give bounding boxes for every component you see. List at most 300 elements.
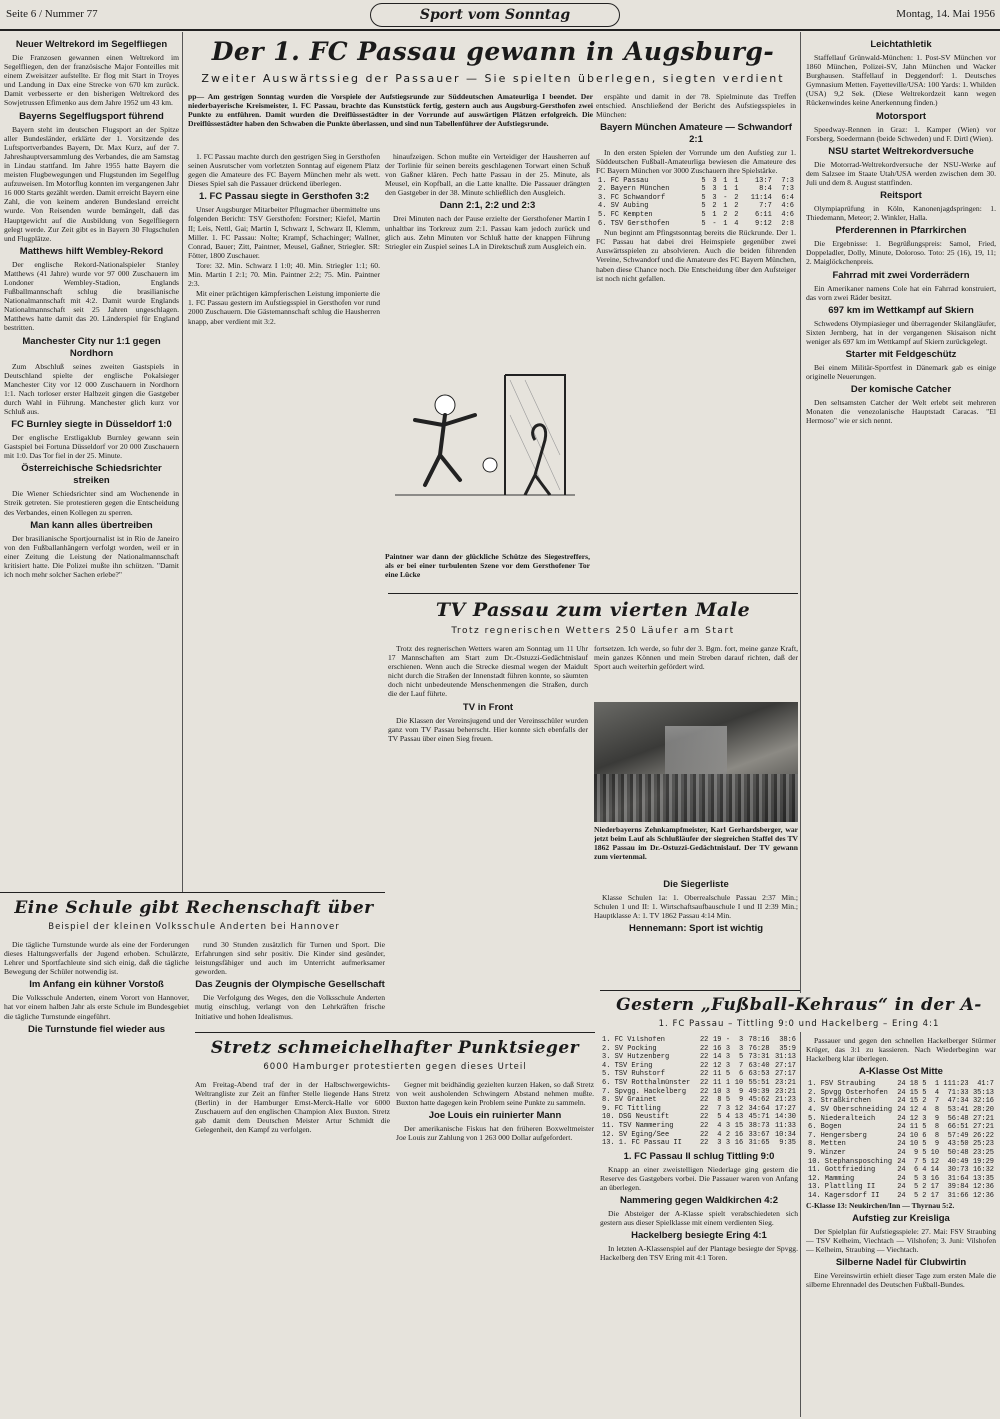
table-row (600, 1131, 798, 1140)
stat-cell: 10 (713, 1087, 722, 1096)
main-c3-outlook: Nun beginnt am Pfingstsonntag bereits die Rückrunde. Der 1. FC Passau hat dabei drei Heimspiele gegenüber zwei Auswärtsspielen zu absolvieren. Auch die beiden führenden Vereine, Schwandorf und die Amateure des FC Bayern München, haben diese Chance noch. Die Entscheidung über den Aufsteiger ist noch nicht gefallen. (596, 228, 796, 283)
stat-cell: 45:62 (748, 1096, 770, 1105)
stat-cell: 28:20 (972, 1106, 994, 1115)
stat-cell: 1 (723, 202, 728, 211)
stat-cell: 7:7 (759, 202, 772, 211)
stat-cell: 5 (922, 1157, 927, 1166)
main-c1: 1. FC Passau machte durch den gestrigen Sieg in Gersthofen seinen Ausrutscher vom vorletzten Sonntag auf eigenem Platz gegen die Amateure des FC Bayern München mehr als wett. Dieses Spiel sah die Passauer drückend überlegen. (188, 152, 380, 189)
kehraus-text-3: In letzten A-Klassenspiel auf der Plantage besiegte der Spvgg. Hackelberg den TSV Ering mit 4:1 Toren. (600, 1244, 798, 1263)
stat-cell: 31:13 (774, 1053, 796, 1062)
tv-column-2 (594, 876, 798, 986)
stat-cell: 41:7 (977, 1080, 994, 1089)
table-row (596, 202, 796, 211)
left-heading-6: Österreichische Schiedsrichter streiken (21, 463, 162, 487)
right-heading-5: Pferderennen in Pfarrkirchen (835, 225, 967, 237)
stat-cell: 14 (713, 1053, 722, 1062)
main-c2: hinaufzeigen. Schon mußte ein Verteidiger der Hausherren auf der Torlinie für seinen bereits geschlagenen Torwart einen Schuß von Gaßner klären. Pech hatte Passau in der 25. Minute, als Meusel, ein Kopfball, an die Latte knallte. Die Passauer drängten den Gastgeber in der 38. Minute schließlich den Ausgleich. (385, 152, 590, 198)
stat-cell: 8 (934, 1123, 940, 1132)
team-name: 14. Kagersdorf II (808, 1192, 880, 1200)
right-divider (800, 32, 801, 1417)
stat-cell: 24 (897, 1157, 906, 1166)
stat-cell: 73:31 (748, 1053, 770, 1062)
stat-cell: 27:17 (774, 1070, 796, 1079)
kehraus-text-2: Die Absteiger der A-Klasse spielt verabschiedeten sich gestern aus dieser Spielklasse mit einem verdienten Sieg. (600, 1209, 798, 1228)
table-row (806, 1132, 996, 1141)
team-name: 7. Spvgg. Hackelberg (602, 1087, 687, 1096)
right-text-3: Die Motorrad-Weltrekordversuche der NSU-Werke auf dem Salzsee im Staate Utah/USA werden zwischen dem 30. Juli und dem 8. August stattfinden. (806, 159, 996, 187)
stat-cell: 4 (725, 1113, 731, 1122)
stat-cell: 35:9 (779, 1044, 796, 1053)
stat-cell: 9 (934, 1114, 940, 1123)
stat-cell: 7 (738, 1061, 744, 1070)
school-c2: rund 30 Stunden zusätzlich für Turnen und Sport. Die Erfahrungen sind sehr positiv. Die Kinder sind gesünder, leistungsfähiger und auch im Unterricht aufmerksamer geworden. (195, 940, 385, 977)
right-text-4: Olympiaprüfung in Köln, Kanonenjagdspringen: 1. Thiedemann, Meteor; 2. Winkler, Halla. (806, 204, 996, 223)
table-row (806, 1089, 996, 1098)
stat-cell: 22 (699, 1113, 709, 1122)
stat-cell: 10 (734, 1078, 744, 1087)
stat-cell: 1 (725, 1078, 731, 1087)
tv-headline: TV Passau zum vierten Male (435, 599, 751, 621)
main-c3-heading: Bayern München Amateure — Schwandorf 2:1 (600, 122, 792, 146)
stat-cell: 11:14 (750, 193, 772, 202)
stat-cell: 5 (701, 219, 706, 228)
main-c2-text: Drei Minuten nach der Pause erzielte der Gersthofener Martin I unhaltbar ins Torkreuz zum 2:1. Passau kam jedoch zurück und glich aus. Zehn Minuten vor Schluß hatte der knappen Führung Striegler ein Zuspiel seines LA in Direktschuß zum Ausgleich ein. (385, 214, 590, 251)
cartoon-drawing (385, 345, 590, 550)
stat-cell: 12 (909, 1114, 919, 1123)
right-heading-9: Der komische Catcher (850, 384, 952, 396)
stat-cell: 13:7 (754, 176, 772, 185)
main-column-2 (385, 152, 590, 342)
stat-cell: 4:6 (781, 210, 794, 219)
tv-c1-text: Die Klassen der Vereinsjugend und der Vereinsschüler wurden ganz vom TV Passau beherrscht. Hier konnte sich ebenfalls der TV Passau über einen Sieg freuen. (388, 715, 588, 743)
tv-c2-intro: fortsetzen. Ich werde, so fuhr der 3. Bgm. fort, meine ganze Kraft, mein ganzes Können und mein Streben darauf richten, daß der Sport auch weiterhin gefördert wird. (594, 644, 798, 672)
stat-cell: 43:50 (947, 1140, 969, 1149)
right-text-6: Ein Amerikaner namens Cole hat ein Fahrrad konstruiert, das vorn zwei Räder besitzt. (806, 283, 996, 302)
stat-cell: 12:36 (972, 1192, 994, 1200)
stat-cell: 2 (725, 1130, 731, 1139)
stat-cell: 15 (909, 1088, 919, 1097)
stat-cell: 16 (713, 1044, 722, 1053)
stat-cell: 24 (897, 1114, 906, 1123)
team-name: 2. Bayern München (598, 185, 670, 194)
stat-cell: 5 (922, 1149, 927, 1158)
stat-cell: 24 (897, 1174, 906, 1183)
stat-cell: 5 (701, 176, 706, 185)
stat-cell: 9:35 (779, 1139, 796, 1148)
stat-cell: 24 (897, 1106, 906, 1115)
stat-cell: 22 (699, 1044, 709, 1053)
table-row (596, 185, 796, 194)
stat-cell: 3 (717, 1139, 722, 1148)
team-name: 5. Niederalteich (808, 1114, 876, 1123)
stat-cell: 1 (723, 219, 728, 228)
stat-cell: 25:23 (972, 1140, 994, 1149)
main-c2-heading: Dann 2:1, 2:2 und 2:3 (439, 200, 536, 212)
team-name: 9. Winzer (808, 1149, 846, 1158)
table-row (806, 1123, 996, 1132)
team-name: 1. FSV Straubing (808, 1080, 876, 1089)
stat-cell: 1 (712, 210, 717, 219)
table-row (600, 1045, 798, 1054)
school-rule (0, 892, 385, 893)
stat-cell: 7 (934, 1097, 940, 1106)
left-text-3: Der englische Rekord-Nationalspieler Stanley Matthews (41 Jahre) wurde vor 97 000 Zuschauern im Londoner Wembley-Stadion, Englands Fußballmannschaft schlug die brasilianische Nationalmannschaft mit 4:2. Damit wurde Englands Nationalmannschaft seit 25 Jahren ungeschlagen. Matthews hatte damit das 20. Länderspiel für England bestritten. (4, 259, 179, 333)
stat-cell: 31:66 (947, 1192, 969, 1200)
main-lead: pp— Am gestrigen Sonntag wurden die Vorspiele der Aufstiegsrunde zur Süddeutschen Amateurliga I beendet. Der niederbayerische Kreismeister, 1. FC Passau, brachte das Kunststück fertig, gestern auch aus Augsburg-Gersthofen zwei Punkte zu entführen. Damit wurden die Dreiflüssestädter in der Vorrunde auf auswärtigen Plätzen erfolgreich. Die Dreiflüssestädter haben den Schwaben die Punkte überlassen, und sind nun Tabellenführer der Aufstiegsrunde. (188, 92, 593, 129)
table-row (806, 1175, 996, 1184)
right-text-9: Den seltsamsten Catcher der Welt erlebt seit mehreren Monaten die venezolanische Hauptstadt Caracas. "El Hermoso" wie er sich nennt. (806, 398, 996, 426)
stat-cell: 3 (712, 193, 717, 202)
stat-cell: 2 (734, 202, 739, 211)
stat-cell: 22 (699, 1036, 709, 1044)
stat-cell: 22 (699, 1139, 709, 1148)
stat-cell: 45:71 (748, 1113, 770, 1122)
stat-cell: 5 (701, 210, 706, 219)
stat-cell: 4 (717, 1130, 722, 1139)
page-date: Montag, 14. Mai 1956 (896, 8, 995, 20)
table-row (600, 1096, 798, 1105)
stat-cell: 35:13 (972, 1088, 994, 1097)
stat-cell: 57:49 (947, 1131, 969, 1140)
team-name: 5. FC Kempten (598, 210, 653, 219)
kehraus-c2: Passauer und gegen den schnellen Hackelberger Stürmer Krüger, das 3:1 zu kassieren. Nach Wiederbeginn war Hackelberg klar überlegen. (806, 1036, 996, 1064)
team-name: 4. TSV Ering (602, 1061, 653, 1070)
masthead: Sport vom Sonntag (370, 3, 620, 27)
cartoon-caption: Paintner war dann der glückliche Schütze des Siegestreffers, als er bei einer turbulenten Szene vor dem Gersthofener Tor eine Lücke (385, 552, 590, 580)
stat-cell: 10 (930, 1149, 940, 1158)
stat-cell: 3 (725, 1121, 731, 1130)
stat-cell: 12 (713, 1061, 722, 1070)
school-c1-text: Die Volksschule Anderten, einem Vorort von Hannover, hat vor einem halben Jahr als erste Schule im Bundesgebiet die tägliche Turnstunde eingeführt. (4, 993, 189, 1021)
boxing-c2-text: Der amerikanische Fiskus hat den früheren Boxweltmeister Joe Louis zur Zahlung von 1 263 000 Dollar aufgefordert. (396, 1124, 594, 1143)
stat-cell: 9 (738, 1087, 744, 1096)
stat-cell: 17:27 (774, 1104, 796, 1113)
stat-cell: 1 (934, 1080, 940, 1089)
tv-c2-text: Klasse Schulen 1a: 1. Oberrealschule Passau 2:37 Min.; Schulen 1 und II: 1. Wirtschaftsaufbauschule I und II 2:39 Min.; Hauptklasse A: 1. TV 1862 Passau 4:14 Min. (594, 893, 798, 921)
stat-cell: 24 (897, 1140, 906, 1149)
stat-cell: 5 (922, 1080, 927, 1089)
stat-cell: 24 (897, 1166, 906, 1175)
school-c1-heading: Im Anfang ein kühner Vorstoß (29, 979, 164, 991)
stat-cell: 39:84 (947, 1183, 969, 1192)
main-subhead: Zweiter Auswärtssieg der Passauer — Sie spielten überlegen, siegten verdient (201, 72, 785, 85)
team-name: 4. SV Aubing (598, 202, 649, 211)
stat-cell: 4 (717, 1121, 722, 1130)
team-name: 3. Straßkirchen (808, 1097, 872, 1106)
stat-cell: 13:35 (972, 1174, 994, 1183)
table-row (600, 1070, 798, 1079)
stat-cell: 8 (717, 1096, 722, 1105)
stat-cell: 3 (725, 1053, 731, 1062)
stat-cell: 23:21 (774, 1087, 796, 1096)
tv-column-1 (388, 644, 588, 944)
main-c1-heading: 1. FC Passau siegte in Gersthofen 3:2 (199, 191, 369, 203)
stat-cell: 3 (725, 1104, 731, 1113)
team-name: 10. DSG Neustift (602, 1113, 670, 1122)
stat-cell: 12 (930, 1157, 940, 1166)
stat-cell: 5 (913, 1183, 919, 1192)
table-row (600, 1113, 798, 1122)
table-row (806, 1183, 996, 1192)
stat-cell: 12 (734, 1104, 744, 1113)
stat-cell: 18 (909, 1080, 919, 1089)
boxing-column-2 (396, 1080, 594, 1415)
stat-cell: 55:51 (748, 1078, 770, 1087)
stat-cell: 4 (734, 219, 739, 228)
stat-cell: 13 (734, 1113, 744, 1122)
stat-cell: 5 (738, 1053, 744, 1062)
stat-cell: - (725, 1036, 731, 1044)
team-name: 2. Spvgg Osterhofen (808, 1088, 888, 1097)
table-row (600, 1122, 798, 1131)
table-row (600, 1036, 798, 1045)
stat-cell: 5 (922, 1088, 927, 1097)
stat-cell: 6 (738, 1070, 744, 1079)
stat-cell: 3 (725, 1044, 731, 1053)
left-text-4: Zum Abschluß seines zweiten Gastspiels in Deutschland spielte der englische Pokalsieger Manchester City vor 12 000 Zuschauern in Nordhorn 1:1. Nach torloser erster Halbzeit gingen die Gastgeber durch Wahl in Führung. Manchester glich kurz vor Schluß aus. (4, 361, 179, 416)
stat-cell: 1 (723, 185, 728, 194)
stat-cell: 63:53 (748, 1070, 770, 1079)
stat-cell: 11 (713, 1070, 722, 1079)
stat-cell: 14 (930, 1166, 940, 1175)
stat-cell: 8 (934, 1106, 940, 1115)
stat-cell: 22 (699, 1061, 709, 1070)
stat-cell: 15 (734, 1121, 744, 1130)
stat-cell: 111:23 (943, 1080, 969, 1089)
stat-cell: 3 (738, 1044, 744, 1053)
column-divider (182, 32, 183, 892)
team-name: 6. TSV Gersthofen (598, 219, 670, 228)
team-name: 1. FC Passau (598, 176, 649, 185)
stat-cell: 7 (913, 1157, 919, 1166)
stat-cell: 4 (934, 1088, 940, 1097)
table-row (596, 211, 796, 220)
stat-cell: 12:36 (972, 1183, 994, 1192)
stat-cell: 23:25 (972, 1149, 994, 1158)
kehraus-rule (600, 990, 800, 991)
team-name: 7. Hengersberg (808, 1131, 867, 1140)
team-name: 1. FC Vilshofen (602, 1036, 666, 1044)
stat-cell: 5 (913, 1192, 919, 1200)
aufstieg-table (596, 177, 796, 229)
football-cartoon (385, 345, 590, 550)
main-c1-report: Mit einer prächtigen kämpferischen Leistung imponierte die 1. FC Passau gestern im Aufstiegsspiel in Gersthofen vor rund 2000 Zuschauern. Die Gästemannschaft schlug die Hausherren knapp, aber verdient mit 3:2. (188, 289, 380, 326)
stat-cell: 2 (734, 210, 739, 219)
main-c1-lineup: Unser Augsburger Mitarbeiter Pflugmacher übermittelte uns folgenden Bericht: TSV Gersthofen: Forstner; Kiefel, Martin II; Leis, Nettl, Gai; Martin I, Schwarz I, Schwarz II, Klemm, Miller. 1. FC Passau: Nolte; Krampf, Schachinger; Wallner, Conrad, Bauer; Zitt, Paintner, Meusel, Gaßner, Striegler. SR: Fötter, 1800 Zuschauer. (188, 205, 380, 260)
boxing-c2-heading: Joe Louis ein ruinierter Mann (428, 1110, 562, 1122)
team-name: 2. SV Pocking (602, 1044, 657, 1053)
table-row (806, 1149, 996, 1158)
tv-rule (388, 593, 798, 594)
stat-cell: 9 (738, 1096, 744, 1105)
stat-cell: 24 (897, 1088, 906, 1097)
table-row (806, 1097, 996, 1106)
stat-cell: 3 (725, 1139, 731, 1148)
stat-cell: 24 (897, 1123, 906, 1132)
stat-cell: 1 (723, 176, 728, 185)
main-headline: Der 1. FC Passau gewann in Augsburg- (211, 37, 775, 66)
table-row (596, 177, 796, 186)
school-subhead: Beispiel der kleinen Volksschule Anderten bei Hannover (48, 922, 340, 932)
school-c2-text: Die Verfolgung des Weges, den die Volksschule Anderten mutig einschlug, verlangt von den Lehrkräften frische Initiative und hohen Idealismus. (195, 993, 385, 1021)
right-heading-10: Silberne Nadel für Clubwirtin (835, 1256, 967, 1268)
page-number: Seite 6 / Nummer 77 (6, 8, 98, 20)
stat-cell: 71:33 (947, 1088, 969, 1097)
stat-cell: - (712, 219, 717, 228)
left-heading-4: Manchester City nur 1:1 gegen Nordhorn (22, 335, 161, 359)
stat-cell: 5 (725, 1070, 731, 1079)
boxing-headline: Stretz schmeichelhafter Punktsieger (210, 1038, 580, 1058)
stat-cell: 3 (712, 176, 717, 185)
stat-cell: 10:34 (774, 1130, 796, 1139)
right-heading-1: Leichtathletik (870, 39, 932, 50)
stat-cell: 32:16 (972, 1097, 994, 1106)
stat-cell: 3 (712, 185, 717, 194)
main-c3-text: In den ersten Spielen der Vorrunde um den Aufstieg zur 1. Süddeutschen Fußball-Amateurliga bewiesen die Amateure des FC Bayern München vor 3000 Zuschauern ihre Spielstärke. (596, 148, 796, 176)
team-name: 11. Gottfrieding (808, 1166, 876, 1175)
team-name: 13. Plattling II (808, 1183, 876, 1192)
stat-cell: 22 (699, 1096, 709, 1105)
kehraus-note: C-Klasse 13: Neukirchen/Inn — Thyrnau 5:2. (806, 1200, 955, 1210)
stat-cell: 8 (934, 1131, 940, 1140)
right-heading-2: Motorsport (875, 110, 927, 122)
table-row (806, 1106, 996, 1115)
team-name: 12. SV Eging/See (602, 1130, 670, 1139)
team-name: 6. TSV Rotthalmünster (602, 1078, 691, 1087)
right-text-10: Eine Vereinswirtin erhielt dieser Tage zum ersten Male die silberne Ehrennadel des Deutschen Fußball-Bundes. (806, 1270, 996, 1290)
table-row (806, 1115, 996, 1124)
stat-cell: 3 (725, 1061, 731, 1070)
stat-cell: 16:32 (972, 1166, 994, 1175)
team-name: 6. Bogen (808, 1123, 842, 1132)
stat-cell: 33:67 (748, 1130, 770, 1139)
kehraus-column-2 (806, 1036, 996, 1416)
left-heading-2: Bayerns Segelflugsport führend (19, 110, 164, 122)
stat-cell: 1 (734, 185, 739, 194)
stat-cell: 4 (922, 1166, 927, 1175)
boxing-c2: Gegner mit beidhändig gezielten kurzen Haken, so daß Stretz von weit ausholenden Schwingern Abstand nehmen mußte. Buxton hatte dagegen kein Problem seine Punkte zu sammeln. (396, 1080, 594, 1108)
stat-cell: 5 (701, 202, 706, 211)
stat-cell: 2 (723, 210, 728, 219)
stat-cell: 9 (913, 1149, 919, 1158)
table-row (806, 1158, 996, 1167)
stat-cell: 16 (734, 1139, 744, 1148)
team-name: 10. Stephansposching (808, 1157, 893, 1166)
table-row (600, 1139, 798, 1148)
left-heading-1: Neuer Weltrekord im Segelfliegen (15, 39, 168, 50)
right-heading-3: NSU startet Weltrekordversuche (828, 145, 974, 157)
stat-cell: 6 (922, 1131, 927, 1140)
tv-c1-heading: TV in Front (462, 701, 514, 713)
stat-cell: 3 (922, 1114, 927, 1123)
stat-cell: 10 (909, 1140, 919, 1149)
photo-caption: Niederbayerns Zehnkampfmeister, Karl Gerhardsberger, war jetzt beim Lauf als Schlußläufer der siegreichen Staffel des TV 1862 Passau im Dr.-Ostuzzi-Gedächtnislauf. Der TV gewann zum viertenmal. (594, 825, 798, 862)
table-row (596, 220, 796, 229)
stat-cell: 16 (734, 1130, 744, 1139)
stat-cell: 23:21 (774, 1078, 796, 1087)
table-row (600, 1105, 798, 1114)
stat-cell: 7 (717, 1104, 722, 1113)
stat-cell: 40:49 (947, 1157, 969, 1166)
stat-cell: 22 (699, 1121, 709, 1130)
stat-cell: 14:30 (774, 1113, 796, 1122)
team-name: 12. Mamming (808, 1174, 855, 1183)
team-name: 4. SV Oberschneiding (808, 1106, 893, 1115)
stat-cell: 27:21 (972, 1123, 994, 1132)
stat-cell: 17 (930, 1192, 940, 1200)
stat-cell: 7:3 (781, 176, 794, 185)
boxing-rule (195, 1032, 595, 1033)
a-klasse-sued-table (600, 1036, 798, 1148)
stat-cell: 2 (712, 202, 717, 211)
header-rule (0, 29, 1000, 31)
stat-cell: 3 (922, 1174, 927, 1183)
school-headline: Eine Schule gibt Rechenschaft über (14, 898, 374, 918)
stat-cell: 63:40 (748, 1061, 770, 1070)
left-heading-5: FC Burnley siegte in Düsseldorf 1:0 (11, 419, 172, 431)
stat-cell: 38:73 (748, 1121, 770, 1130)
stat-cell: 5 (717, 1113, 722, 1122)
stat-cell: 10 (909, 1131, 919, 1140)
stat-cell: 24 (897, 1192, 906, 1200)
main-c1-goals: Tore: 32. Min. Schwarz I 1:0; 40. Min. Striegler 1:1; 60. Min. Martin I 2:1; 70. Min. Paintner 2:2; 75. Min. Paintner 2:3. (188, 260, 380, 289)
table-row (600, 1088, 798, 1097)
stat-cell: 22 (699, 1087, 709, 1096)
stat-cell: 31:65 (748, 1139, 770, 1148)
right-text-5: Die Ergebnisse: 1. Begrüßungspreis: Samol, Fried, Doppeladler, Dolly, Minute, Doloroso. Toto: 25 (16), 19, 11; 2. Maiglöckchenpreis. (806, 239, 996, 267)
stat-cell: 24 (897, 1097, 906, 1106)
stat-cell: 27:21 (972, 1114, 994, 1123)
table-row (600, 1079, 798, 1088)
stat-cell: 2 (734, 193, 739, 202)
kehraus-text-1: Knapp an einer zweistelligen Niederlage ging gestern die Reserve des Gastgebers vorbei. Die Passauer waren von Anfang an überlegen. (600, 1164, 798, 1192)
stat-cell: 22 (699, 1104, 709, 1113)
stat-cell: 2 (922, 1183, 927, 1192)
stat-cell: 11 (713, 1078, 722, 1087)
right-text-8: Bei einem Militär-Sportfest in Dänemark gab es einige originelle Neuerungen. (806, 362, 996, 382)
tv-c2-heading: Die Siegerliste (663, 879, 729, 890)
stat-cell: 11 (909, 1123, 919, 1132)
team-name: 3. SV Hutzenberg (602, 1053, 670, 1062)
right-heading-4: Reitsport (880, 190, 922, 202)
stat-cell: 6:4 (781, 193, 794, 202)
stat-cell: 26:22 (972, 1131, 994, 1140)
tv-c1: Trotz des regnerischen Wetters waren am Sonntag um 11 Uhr 17 Mannschaften am Start zum Dr.-Ostuzzi-Gedächtnislauf erschienen. Wenn auch die Strecke diesmal wegen der Maidult nicht durch die Straßen der Innenstadt führen konnte, so säumten doch nicht unbedeutende Menschenmengen die Straßen, durch die der Lauf führte. (388, 644, 588, 699)
right-heading-6: Fahrrad mit zwei Vorderrädern (832, 269, 970, 281)
left-text-5: Der englische Erstligaklub Burnley gewann sein Gastspiel bei Fortuna Düsseldorf vor 20 000 Zuschauern mit 1:0. Das Tor fiel in der 25. Minute. (4, 433, 179, 461)
kehraus-heading-4: A-Klasse Ost Mitte (859, 1066, 943, 1078)
stat-cell: 31:64 (947, 1174, 969, 1183)
school-column-1 (4, 940, 189, 1410)
team-name: 5. TSV Ruhstorf (602, 1070, 666, 1079)
right-text-1: Staffellauf Grünwald-München: 1. Post-SV München vor 1860 München, Polizei-SV, Jahn München und Wacker Burghausen. Staffellauf in Deggendorf: 1. Deutsches Gymnasium Metten. Fayetteville/USA: 100 Yards: 1. Whilden (USA) 9,2 Sek. (Diese Weltrekordzeit kann wegen Rückenwindes keine Anerkennung finden.) (806, 53, 996, 108)
stat-cell: 22 (699, 1053, 709, 1062)
left-text-1: Die Franzosen gewannen einen Weltrekord im Segelfliegen, den der französische Major Fonteilles mit einem Zweisitzer aufstellte. Er flog mit Start in Troyes und Landung in Dax eine Strecke von 670 km zurück. Damit verbesserte er den bisherigen Weltrekord des Sowjetrussen Efimenko aus dem Jahre 1952 um 43 km. (4, 53, 179, 108)
stat-cell: 1 (734, 176, 739, 185)
stat-cell: 22 (699, 1070, 709, 1079)
left-heading-3: Matthews hilft Wembley-Rekord (19, 245, 164, 257)
stat-cell: 21:23 (774, 1096, 796, 1105)
table-row (806, 1166, 996, 1175)
stat-cell: 15 (909, 1097, 919, 1106)
stat-cell: 30:73 (947, 1166, 969, 1175)
stat-cell: 78:16 (748, 1036, 770, 1044)
tv-subhead: Trotz regnerischen Wetters 250 Läufer am Start (451, 626, 735, 636)
stat-cell: 5 (725, 1096, 731, 1105)
kehraus-heading-1: 1. FC Passau II schlug Tittling 9:0 (623, 1150, 775, 1162)
kehraus-heading-2: Nammering gegen Waldkirchen 4:2 (619, 1195, 779, 1206)
kehraus-heading-3: Hackelberg besiegte Ering 4:1 (631, 1230, 767, 1242)
